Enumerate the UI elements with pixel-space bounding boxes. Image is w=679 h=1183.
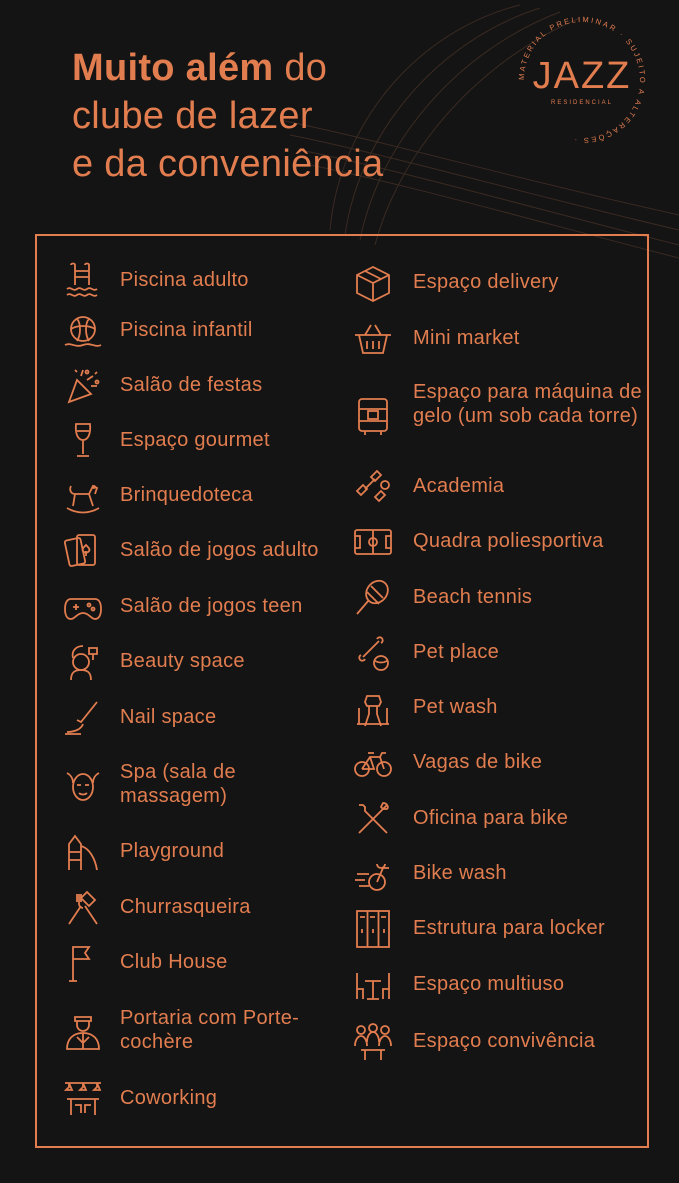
amenity-label: Brinquedoteca [120,484,253,506]
badge-sub: RESIDENCIAL [550,100,614,106]
nail-brush-icon [62,697,104,739]
doorman-icon [62,1010,104,1052]
amenity-label: Espaço para máquina de gelo (um sob cada torre) [413,381,642,427]
amenity-label: Churrasqueira [120,896,251,918]
amenity-label: Spa (sala de massagem) [120,761,236,807]
amenity-label: Pet place [413,641,500,663]
amenity-label: Salão de jogos teen [120,595,303,617]
amenity-label: Oficina para bike [413,807,569,829]
bbq-tools-icon [62,887,104,929]
amenity-label: Beach tennis [413,586,533,608]
headline-rest: do [273,47,328,89]
headline-line3: e da conveniência [72,143,384,185]
amenity-label: Beauty space [120,650,245,672]
amenity-label: Playground [120,840,225,862]
ice-machine-icon [352,396,394,438]
amenity-label: Vagas de bike [413,751,543,773]
amenity-label: Salão de festas [120,374,263,396]
amenity-label: Quadra poliesportiva [413,530,604,552]
amenity-label: Espaço gourmet [120,429,270,451]
amenity-label: Estrutura para locker [413,917,605,939]
amenity-label: Bike wash [413,862,507,884]
amenity-label: Piscina infantil [120,319,253,341]
coworking-icon [62,1078,104,1120]
bicycle-icon [352,742,394,784]
rocking-horse-icon [62,475,104,517]
tennis-racket-icon [352,577,394,619]
headline-bold: Muito além [72,47,274,89]
beach-ball-icon [62,310,104,352]
headline [72,44,383,188]
gamepad-icon [62,586,104,628]
locker-icon [352,908,394,950]
dog-wash-icon [352,687,394,729]
spa-face-icon [62,764,104,806]
headline-line2: clube de lazer [72,95,313,137]
hair-dryer-icon [62,641,104,683]
amenity-label: Mini market [413,327,520,349]
package-box-icon [352,262,394,304]
amenity-label: Nail space [120,706,217,728]
amenity-label: Coworking [120,1087,218,1109]
pool-ladder-icon [62,260,104,302]
amenity-label: Academia [413,475,505,497]
party-popper-icon [62,365,104,407]
amenity-label: Portaria com Porte-cochère [120,1007,300,1053]
amenity-label: Espaço multiuso [413,973,565,995]
dog-bone-icon [352,632,394,674]
sports-court-icon [352,521,394,563]
dumbbell-icon [352,466,394,508]
amenity-label: Salão de jogos adulto [120,539,319,561]
shopping-basket-icon [352,318,394,360]
amenity-label: Club House [120,951,228,973]
badge-ring-text: MATERIAL PRELIMINAR · SUJEITO A ALTERAÇÕES · [516,14,648,146]
playing-cards-icon [62,530,104,572]
amenity-label: Piscina adulto [120,269,249,291]
badge-logo: JAZZ [532,55,632,97]
jazz-logo-badge [512,10,652,150]
people-meeting-icon [352,1021,394,1063]
table-chairs-icon [352,964,394,1006]
wine-glass-icon [62,420,104,462]
amenity-label: Espaço convivência [413,1030,596,1052]
flag-icon [62,942,104,984]
playground-icon [62,831,104,873]
amenity-label: Espaço delivery [413,271,559,293]
amenity-label: Pet wash [413,696,498,718]
bike-wash-icon [352,853,394,895]
wrench-screwdriver-icon [352,798,394,840]
